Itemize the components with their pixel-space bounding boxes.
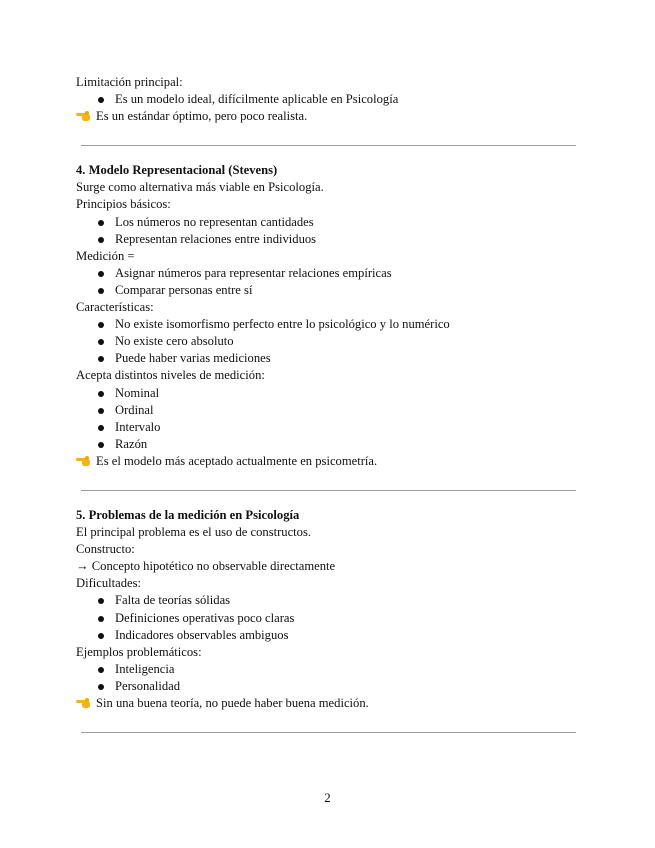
- list-item: Los números no representan cantidades: [76, 214, 576, 231]
- bullet-icon: [98, 408, 104, 414]
- principios-label: Principios básicos:: [76, 197, 171, 212]
- list-item: Es un modelo ideal, difícilmente aplicable en Psicología: [76, 91, 576, 108]
- bullet-icon: [98, 288, 104, 294]
- bullet-icon: [98, 97, 104, 103]
- pointing-hand-icon: [76, 454, 92, 467]
- list-item: Comparar personas entre sí: [76, 282, 576, 299]
- bullet-icon: [98, 220, 104, 226]
- section-divider: [81, 732, 576, 733]
- list-item: Falta de teorías sólidas: [76, 592, 576, 609]
- medicion-label: Medición =: [76, 248, 135, 263]
- bullet-icon: [98, 598, 104, 604]
- section-intro: El principal problema es el uso de constructos.: [76, 525, 312, 540]
- pointing-hand-icon: [76, 696, 92, 709]
- constructo-label: Constructo:: [76, 542, 135, 557]
- bullet-icon: [98, 425, 104, 431]
- section-divider: [81, 490, 576, 491]
- pointing-hand-icon: [76, 109, 92, 122]
- bullet-icon: [98, 616, 104, 622]
- list-item: Asignar números para representar relaciones empíricas: [76, 265, 576, 282]
- list-item: Personalidad: [76, 678, 576, 695]
- niveles-label: Acepta distintos niveles de medición:: [76, 368, 265, 383]
- constructo-definition: → Concepto hipotético no observable directamente: [76, 559, 336, 574]
- list-item: Indicadores observables ambiguos: [76, 627, 576, 644]
- note-line: Es un estándar óptimo, pero poco realista.: [76, 108, 576, 125]
- list-item: Razón: [76, 436, 576, 453]
- caracteristicas-label: Características:: [76, 300, 154, 315]
- list-item: Definiciones operativas poco claras: [76, 610, 576, 627]
- bullet-icon: [98, 667, 104, 673]
- note-line: Sin una buena teoría, no puede haber buena medición.: [76, 695, 576, 712]
- list-item: Intervalo: [76, 419, 576, 436]
- limit-label: Limitación principal:: [76, 75, 183, 89]
- section-heading: 5. Problemas de la medición en Psicología: [76, 507, 300, 522]
- bullet-icon: [98, 237, 104, 243]
- page-content: [76, 74, 576, 733]
- bullet-icon: [98, 271, 104, 277]
- section-intro: Surge como alternativa más viable en Psicología.: [76, 180, 324, 195]
- dificultades-label: Dificultades:: [76, 576, 142, 591]
- ejemplos-label: Ejemplos problemáticos:: [76, 644, 202, 659]
- bullet-icon: [98, 339, 104, 345]
- list-item: Ordinal: [76, 402, 576, 419]
- bullet-icon: [98, 684, 104, 690]
- bullet-icon: [98, 391, 104, 397]
- bullet-icon: [98, 633, 104, 639]
- section-divider: [81, 145, 576, 146]
- section-heading: 4. Modelo Representacional (Stevens): [76, 163, 278, 178]
- list-item: Representan relaciones entre individuos: [76, 231, 576, 248]
- list-item: No existe cero absoluto: [76, 333, 576, 350]
- list-item: Inteligencia: [76, 661, 576, 678]
- bullet-icon: [98, 356, 104, 362]
- bullet-icon: [98, 442, 104, 448]
- page-number: 2: [324, 790, 331, 805]
- list-item: Nominal: [76, 385, 576, 402]
- bullet-icon: [98, 322, 104, 328]
- list-item: Puede haber varias mediciones: [76, 350, 576, 367]
- note-line: Es el modelo más aceptado actualmente en psicometría.: [76, 453, 576, 470]
- list-item: No existe isomorfismo perfecto entre lo psicológico y lo numérico: [76, 316, 576, 333]
